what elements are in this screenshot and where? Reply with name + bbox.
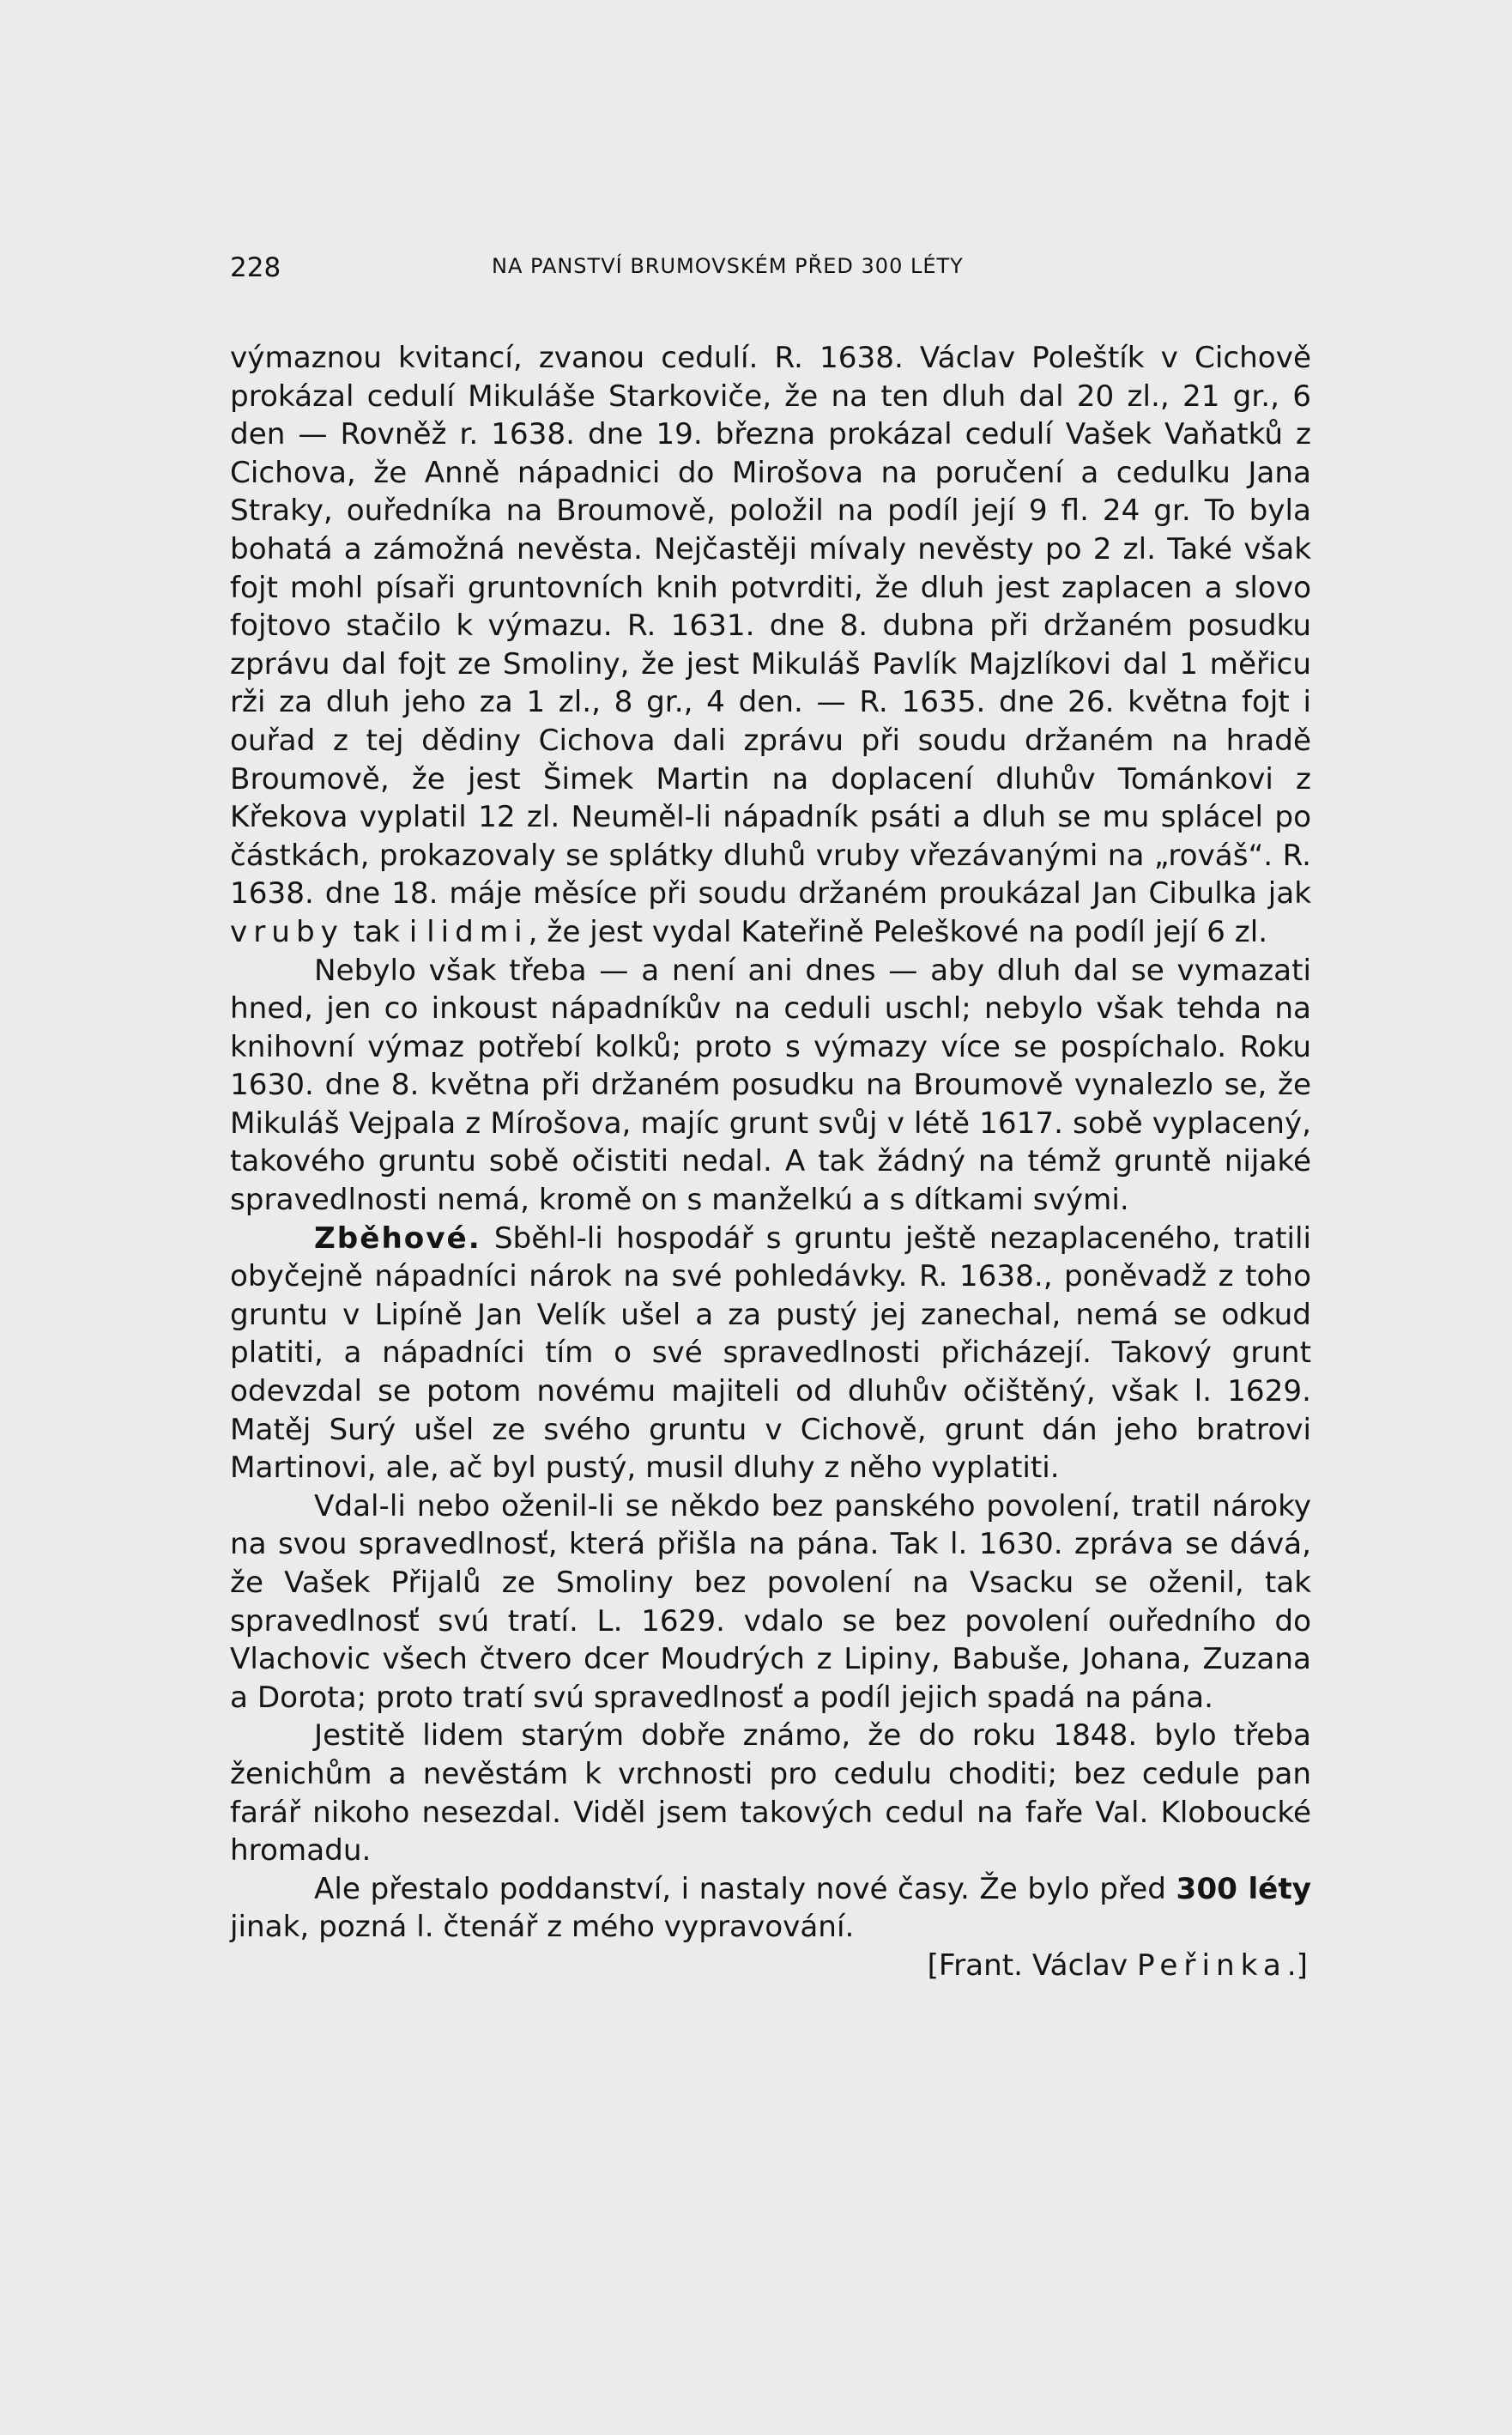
body-text xyxy=(230,339,1311,1985)
paragraph-6-text: Ale přestalo poddanství, i nastaly nové časy. Že bylo před xyxy=(314,1871,1166,1906)
bold-phrase: 300 léty xyxy=(1176,1871,1311,1906)
paragraph-1-text-2: tak i xyxy=(353,914,418,949)
section-heading-zbehove: Zběhové. xyxy=(314,1221,481,1256)
paragraph-5: Jestitě lidem starým dobře známo, že do roku 1848. bylo třeba ženichům a nevěstám k vrchnosti pro cedulu choditi; bez cedule pan farář nikoho nesezdal. Viděl jsem takových cedul na faře Val. Kloboucké hromadu. xyxy=(230,1718,1311,1869)
author-signature xyxy=(230,1947,1311,1985)
paragraph-6 xyxy=(230,1870,1311,1947)
signature-prefix: [Frant. Václav xyxy=(927,1947,1128,1983)
paragraph-1 xyxy=(230,339,1311,952)
paragraph-4: Vdal-li nebo oženil-li se někdo bez panského povolení, tratil nároky na svou spravedlnosť, která přišla na pána. Tak l. 1630. zpráva se dává, že Vašek Přijalů ze Smoliny bez povolení na Vsacku se oženil, tak spravedlnosť svú tratí. L. 1629. vdalo se bez povolení ouředního do Vlachovic všech čtvero dcer Moudrých z Lipiny, Babuše, Johana, Zuzana a Dorota; proto tratí svú spravedlnosť a podíl jejich spadá na pána. xyxy=(230,1488,1311,1715)
paragraph-6-text-2: jinak, pozná l. čtenář z mého vypravování. xyxy=(230,1910,855,1945)
author-surname: Peřinka xyxy=(1136,1947,1287,1983)
paragraph-3 xyxy=(230,1220,1311,1487)
signature-suffix: .] xyxy=(1286,1947,1308,1983)
paragraph-1-text-3: , že jest vydal Kateřině Peleškové na podíl její 6 zl. xyxy=(528,914,1268,949)
spaced-word-vruby: vruby xyxy=(230,914,344,949)
paragraph-2: Nebylo však třeba — a není ani dnes — aby dluh dal se vymazati hned, jen co inkoust nápadníkův na ceduli uschl; nebylo však tehda na knihovní výmaz potřebí kolků; proto s výmazy více se pospíchalo. Roku 1630. dne 8. května při držaném posudku na Broumově vynalezlo se, že Mikuláš Vejpala z Mírošova, majíc grunt svůj v létě 1617. sobě vyplacený, takového gruntu sobě očistiti nedal. A tak žádný na témž gruntě nijaké spravedlnosti nemá, kromě on s manželkú a s dítkami svými. xyxy=(230,953,1311,1218)
page-header xyxy=(230,249,1311,292)
page-number: 228 xyxy=(230,252,281,283)
paragraph-1-text: výmaznou kvitancí, zvanou cedulí. R. 1638. Václav Poleštík v Cichově prokázal cedulí Mikuláše Starkoviče, že na ten dluh dal 20 zl., 21 gr., 6 den — Rovněž r. 1638. dne 19. března prokázal cedulí Vašek Vaňatků z Cichova, že Anně nápadnici do Mirošova na poručení a cedulku Jana Straky, ouředníka na Broumově, položil na podíl její 9 fl. 24 gr. To byla bohatá a zámožná nevěsta. Nejčastěji mívaly nevěsty po 2 zl. Také však fojt mohl písaři gruntovních knih potvrditi, že dluh jest zaplacen a slovo fojtovo stačilo k výmazu. R. 1631. dne 8. dubna při držaném posudku zprávu dal fojt ze Smoliny, že jest Mikuláš Pavlík Majzlíkovi dal 1 měřicu rži za dluh jeho za 1 zl., 8 gr., 4 den. — R. 1635. dne 26. května fojt i ouřad z tej dědiny Cichova dali zprávu při soudu držaném na hradě Broumově, že jest Šimek Martin na doplacení dluhův Tománkovi z Křekova vyplatil 12 zl. Neuměl-li nápadník psáti a dluh se mu splácel po částkách, prokazovaly se splátky dluhů vruby vřezávanými na „rováš“. R. 1638. dne 18. máje měsíce při soudu držaném proukázal Jan Cibulka jak xyxy=(230,341,1311,912)
paragraph-3-text: Sběhl-li hospodář s gruntu ještě nezaplaceného, tratili obyčejně nápadníci nárok na své pohledávky. R. 1638., poněvadž z toho gruntu v Lipíně Jan Velík ušel a za pustý jej zanechal, nemá se odkud platiti, a nápadníci tím o své spravedlnosti přicházejí. Takový grunt odevzdal se potom novému majiteli od dluhův očištěný, však l. 1629. Matěj Surý ušel ze svého gruntu v Cichově, grunt dán jeho bratrovi Martinovi, ale, ač byl pustý, musil dluhy z něho vyplatiti. xyxy=(230,1221,1311,1486)
spaced-word-lidmi: lidmi xyxy=(426,914,529,949)
running-head: NA PANSTVÍ BRUMOVSKÉM PŘED 300 LÉTY xyxy=(492,254,964,278)
